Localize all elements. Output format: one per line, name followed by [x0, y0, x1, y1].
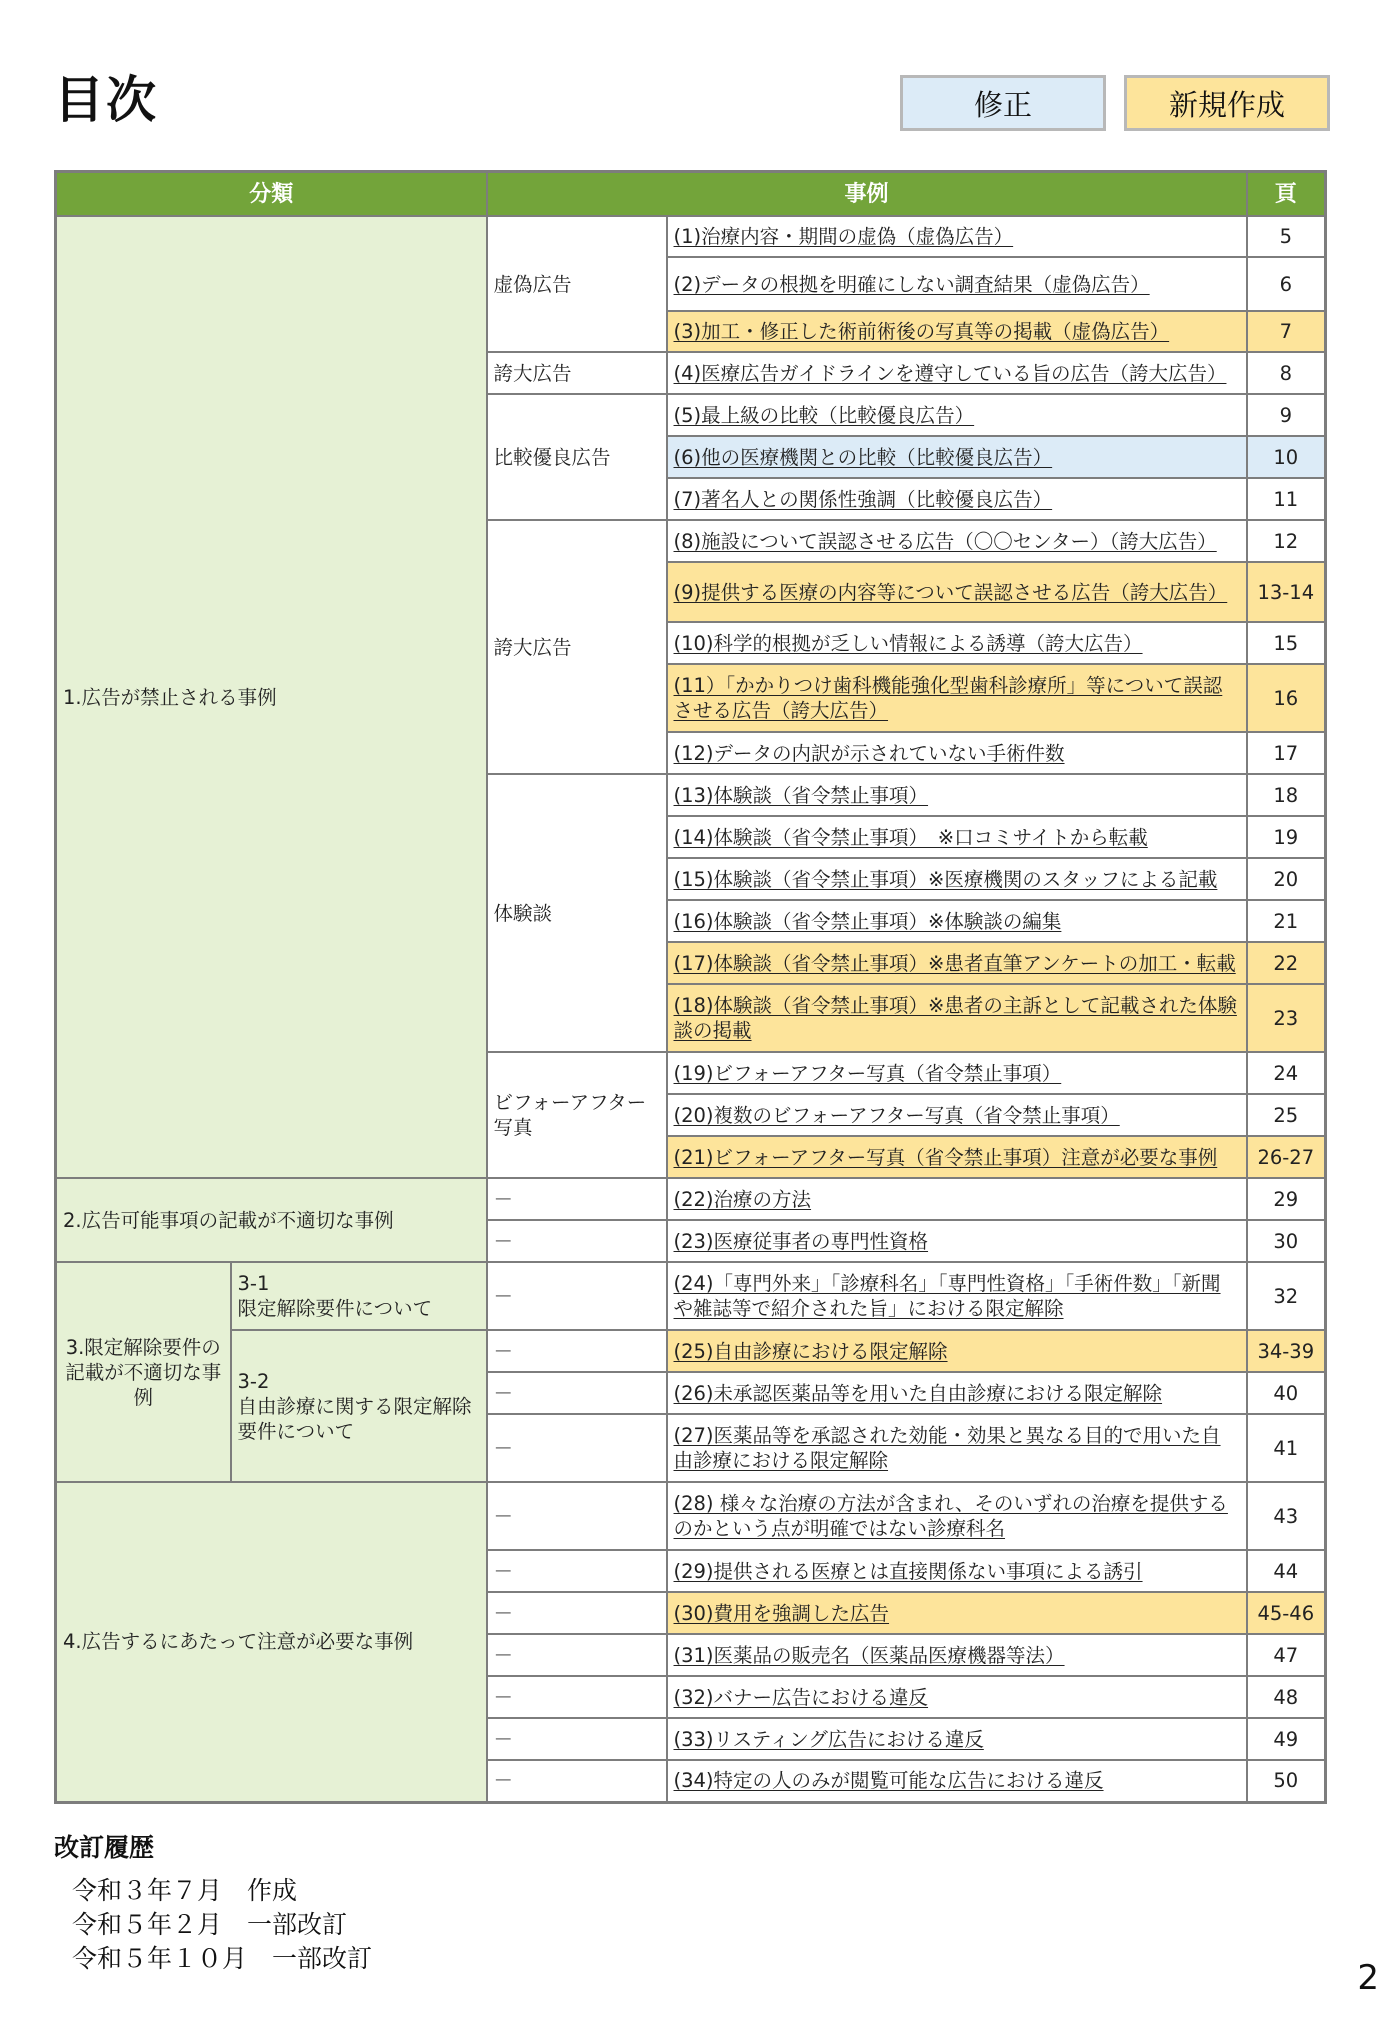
example-link-33[interactable]: (33)リスティング広告における違反: [667, 1718, 1247, 1760]
example-link-5[interactable]: (5)最上級の比較（比較優良広告）: [667, 394, 1247, 436]
example-link-11[interactable]: (11）「かかりつけ歯科機能強化型歯科診療所」等について誤認させる広告（誇大広告）: [667, 664, 1247, 732]
example-link-15[interactable]: (15)体験談（省令禁止事項）※医療機関のスタッフによる記載: [667, 858, 1247, 900]
page-6: 10: [1247, 436, 1326, 478]
page-31: 47: [1247, 1634, 1326, 1676]
page-2: 6: [1247, 257, 1326, 311]
table-row: [56, 1262, 1326, 1330]
table-of-contents: [54, 170, 1327, 1804]
example-link-2[interactable]: (2)データの根拠を明確にしない調査結果（虚偽広告）: [667, 257, 1247, 311]
subcategory-before-after: ビフォーアフター写真: [487, 1052, 667, 1178]
subcategory-dash: －: [487, 1372, 667, 1414]
subcategory-dash: －: [487, 1634, 667, 1676]
page-23: 30: [1247, 1220, 1326, 1262]
table-row: [56, 1178, 1326, 1220]
example-link-26[interactable]: (26)未承認医薬品等を用いた自由診療における限定解除: [667, 1372, 1247, 1414]
page-25: 34-39: [1247, 1330, 1326, 1372]
page-27: 41: [1247, 1414, 1326, 1482]
example-link-16[interactable]: (16)体験談（省令禁止事項）※体験談の編集: [667, 900, 1247, 942]
example-link-12[interactable]: (12)データの内訳が示されていない手術件数: [667, 732, 1247, 774]
page-10: 15: [1247, 622, 1326, 664]
example-link-14[interactable]: (14)体験談（省令禁止事項） ※口コミサイトから転載: [667, 816, 1247, 858]
category-4: 4.広告するにあたって注意が必要な事例: [56, 1482, 487, 1802]
example-link-18[interactable]: (18)体験談（省令禁止事項）※患者の主訴として記載された体験談の掲載: [667, 984, 1247, 1052]
subcategory-dash: －: [487, 1178, 667, 1220]
example-link-24[interactable]: (24)「専門外来」「診療科名」「専門性資格」「手術件数」「新聞や雑誌等で紹介された旨」における限定解除: [667, 1262, 1247, 1330]
page-34: 50: [1247, 1760, 1326, 1802]
example-link-20[interactable]: (20)複数のビフォーアフター写真（省令禁止事項）: [667, 1094, 1247, 1136]
table-row: [56, 1330, 1326, 1372]
example-link-22[interactable]: (22)治療の方法: [667, 1178, 1247, 1220]
revision-history-list: [72, 1874, 372, 1976]
header-example: 事例: [487, 172, 1247, 217]
page-8: 12: [1247, 520, 1326, 562]
page-4: 8: [1247, 352, 1326, 394]
revision-history-title: 改訂履歴: [54, 1833, 155, 1862]
page-16: 21: [1247, 900, 1326, 942]
page-number: 2: [1357, 1958, 1379, 1998]
example-link-10[interactable]: (10)科学的根拠が乏しい情報による誘導（誇大広告）: [667, 622, 1247, 664]
category-1: 1.広告が禁止される事例: [56, 216, 487, 1178]
page-29: 44: [1247, 1550, 1326, 1592]
subcategory-dash: －: [487, 1760, 667, 1802]
example-link-4[interactable]: (4)医療広告ガイドラインを遵守している旨の広告（誇大広告）: [667, 352, 1247, 394]
example-link-30[interactable]: (30)費用を強調した広告: [667, 1592, 1247, 1634]
category-3-2: 3-2 自由診療に関する限定解除要件について: [231, 1330, 487, 1482]
subcategory-dash: －: [487, 1330, 667, 1372]
page-28: 43: [1247, 1482, 1326, 1550]
example-link-19[interactable]: (19)ビフォーアフター写真（省令禁止事項）: [667, 1052, 1247, 1094]
example-link-28[interactable]: (28) 様々な治療の方法が含まれ、そのいずれの治療を提供するのかという点が明確ではない診療科名: [667, 1482, 1247, 1550]
page-24: 32: [1247, 1262, 1326, 1330]
example-link-34[interactable]: (34)特定の人のみが閲覧可能な広告における違反: [667, 1760, 1247, 1802]
example-link-1[interactable]: (1)治療内容・期間の虚偽（虚偽広告）: [667, 216, 1247, 257]
example-link-29[interactable]: (29)提供される医療とは直接関係ない事項による誘引: [667, 1550, 1247, 1592]
page-32: 48: [1247, 1676, 1326, 1718]
subcategory-dash: －: [487, 1550, 667, 1592]
page-30: 45-46: [1247, 1592, 1326, 1634]
example-link-3[interactable]: (3)加工・修正した術前術後の写真等の掲載（虚偽広告）: [667, 311, 1247, 352]
legend-new-badge: 新規作成: [1124, 75, 1330, 131]
category-3: 3.限定解除要件の記載が不適切な事例: [56, 1262, 231, 1482]
page-19: 24: [1247, 1052, 1326, 1094]
page-13: 18: [1247, 774, 1326, 816]
example-link-8[interactable]: (8)施設について誤認させる広告（〇〇センター）（誇大広告）: [667, 520, 1247, 562]
subcategory-dash: －: [487, 1592, 667, 1634]
example-link-31[interactable]: (31)医薬品の販売名（医薬品医療機器等法）: [667, 1634, 1247, 1676]
subcategory-dash: －: [487, 1482, 667, 1550]
example-link-23[interactable]: (23)医療従事者の専門性資格: [667, 1220, 1247, 1262]
revision-item: 令和３年７月 作成: [72, 1876, 298, 1905]
example-link-27[interactable]: (27)医薬品等を承認された効能・効果と異なる目的で用いた自由診療における限定解除: [667, 1414, 1247, 1482]
table-row: [56, 1482, 1326, 1550]
subcategory-comparative-ad: 比較優良広告: [487, 394, 667, 520]
page-7: 11: [1247, 478, 1326, 520]
page-5: 9: [1247, 394, 1326, 436]
table-row: [56, 216, 1326, 257]
page-15: 20: [1247, 858, 1326, 900]
subcategory-dash: －: [487, 1220, 667, 1262]
subcategory-dash: －: [487, 1718, 667, 1760]
table-header-row: [56, 172, 1326, 217]
example-link-17[interactable]: (17)体験談（省令禁止事項）※患者直筆アンケートの加工・転載: [667, 942, 1247, 984]
page-12: 17: [1247, 732, 1326, 774]
page-18: 23: [1247, 984, 1326, 1052]
subcategory-dash: －: [487, 1676, 667, 1718]
legend-modified-badge: 修正: [900, 75, 1106, 131]
page-11: 16: [1247, 664, 1326, 732]
page-21: 26-27: [1247, 1136, 1326, 1178]
page-33: 49: [1247, 1718, 1326, 1760]
subcategory-false-ad: 虚偽広告: [487, 216, 667, 352]
page-3: 7: [1247, 311, 1326, 352]
category-3-1: 3-1 限定解除要件について: [231, 1262, 487, 1330]
subcategory-testimonials: 体験談: [487, 774, 667, 1052]
revision-item: 令和５年１０月 一部改訂: [72, 1944, 373, 1973]
page-22: 29: [1247, 1178, 1326, 1220]
header-category: 分類: [56, 172, 487, 217]
subcategory-exaggerated-ad-2: 誇大広告: [487, 520, 667, 774]
page-20: 25: [1247, 1094, 1326, 1136]
subcategory-dash: －: [487, 1262, 667, 1330]
page-title: 目次: [54, 71, 158, 129]
example-link-7[interactable]: (7)著名人との関係性強調（比較優良広告）: [667, 478, 1247, 520]
example-link-25[interactable]: (25)自由診療における限定解除: [667, 1330, 1247, 1372]
example-link-21[interactable]: (21)ビフォーアフター写真（省令禁止事項）注意が必要な事例: [667, 1136, 1247, 1178]
page-26: 40: [1247, 1372, 1326, 1414]
revision-item: 令和５年２月 一部改訂: [72, 1910, 348, 1939]
example-link-32[interactable]: (32)バナー広告における違反: [667, 1676, 1247, 1718]
example-link-9[interactable]: (9)提供する医療の内容等について誤認させる広告（誇大広告）: [667, 562, 1247, 622]
example-link-6[interactable]: (6)他の医療機関との比較（比較優良広告）: [667, 436, 1247, 478]
page-1: 5: [1247, 216, 1326, 257]
header-page: 頁: [1247, 172, 1326, 217]
page-9: 13-14: [1247, 562, 1326, 622]
example-link-13[interactable]: (13)体験談（省令禁止事項）: [667, 774, 1247, 816]
page-17: 22: [1247, 942, 1326, 984]
page-14: 19: [1247, 816, 1326, 858]
subcategory-dash: －: [487, 1414, 667, 1482]
subcategory-exaggerated-ad: 誇大広告: [487, 352, 667, 394]
category-2: 2.広告可能事項の記載が不適切な事例: [56, 1178, 487, 1262]
